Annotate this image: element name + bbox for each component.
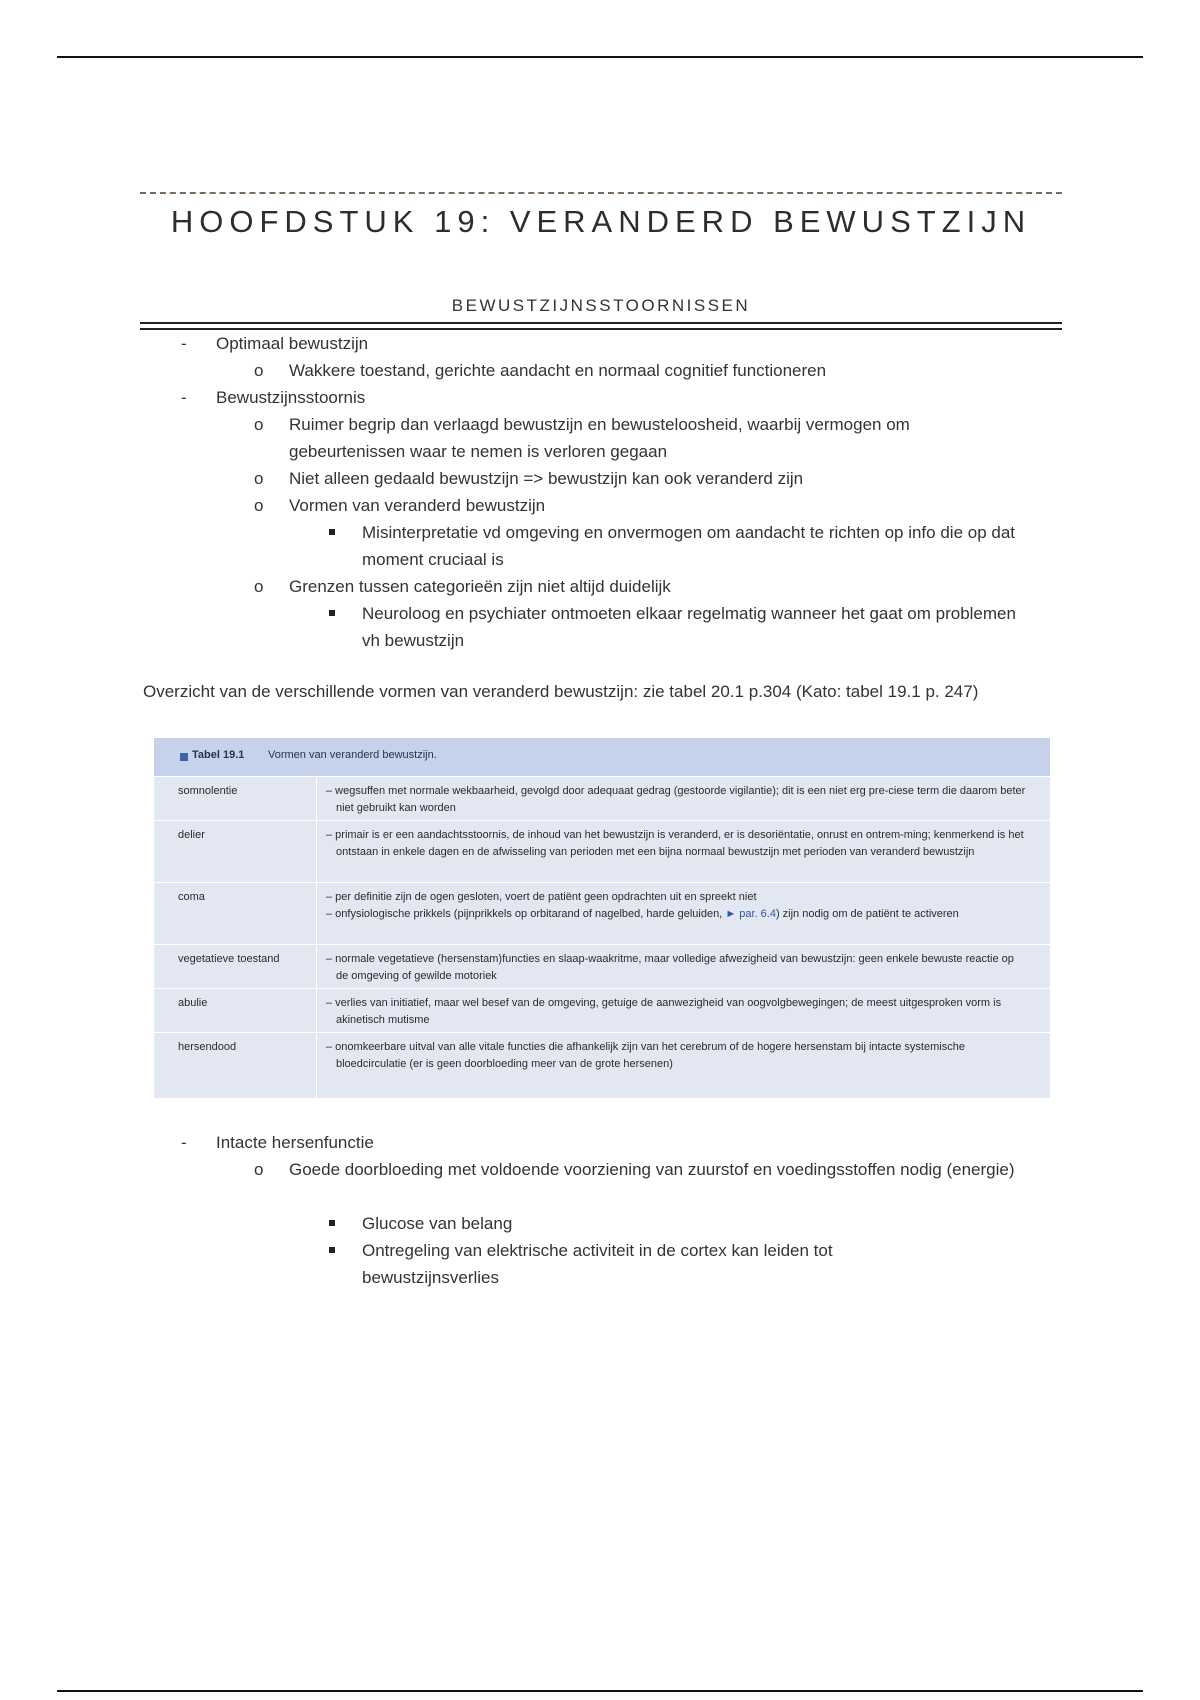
circle-bullet: o <box>254 496 264 515</box>
table-row <box>154 776 1050 821</box>
overview-paragraph: Overzicht van de verschillende vormen van veranderd bewustzijn: zie tabel 20.1 p.304 (Kato: tabel 19.1 p. 247) <box>143 682 979 701</box>
list-item-glucose: Glucose van belang <box>362 1214 513 1233</box>
table-description: – onomkeerbare uitval van alle vitale functies die afhankelijk zijn van het cerebrum of de hogere hersenstam bij intacte systemische bloedcirculatie (er is geen doorbloeding meer van de grote hersenen) <box>326 1041 965 1070</box>
chapter-title: HOOFDSTUK 19: VERANDERD BEWUSTZIJN <box>170 204 1032 239</box>
table-term: vegetatieve toestand <box>178 953 280 965</box>
table-term: abulie <box>178 997 208 1009</box>
circle-bullet: o <box>254 1160 264 1179</box>
square-bullet <box>329 1247 335 1253</box>
dash-bullet: - <box>181 1133 187 1152</box>
header-rule <box>57 56 1143 58</box>
table-row <box>154 944 1050 989</box>
circle-bullet: o <box>254 415 264 434</box>
table-number: Tabel 19.1 <box>192 749 245 761</box>
table-description: – wegsuffen met normale wekbaarheid, gevolgd door adequaat gedrag (gestoorde vigilantie); dit is een niet erg pre-ciese term die daarom beter niet gebruikt kan worden <box>326 785 1026 814</box>
list-item-wakkere: Wakkere toestand, gerichte aandacht en normaal cognitief functioneren <box>289 361 827 380</box>
table-term: delier <box>178 829 205 841</box>
table-term: hersendood <box>178 1041 237 1053</box>
dash-bullet: - <box>181 334 187 353</box>
list-item-optimaal: Optimaal bewustzijn <box>216 334 369 353</box>
list-item-niet-alleen: Niet alleen gedaald bewustzijn => bewustzijn kan ook veranderd zijn <box>289 469 804 488</box>
table-header <box>154 738 1050 776</box>
table-row <box>154 820 1050 883</box>
table-term: coma <box>178 891 205 903</box>
table-description: – verlies van initiatief, maar wel besef van de omgeving, getuige de aanwezigheid van oogvolgbewegingen; de meest uitgesproken vorm is akinetisch mutisme <box>326 997 1002 1026</box>
circle-bullet: o <box>254 577 264 596</box>
table-row <box>154 988 1050 1033</box>
square-bullet <box>329 610 335 616</box>
table-term: somnolentie <box>178 785 238 797</box>
table-description: – per definitie zijn de ogen gesloten, voert de patiënt geen opdrachten uit en spreekt niet – onfysiologische prikkels (pijnprikkels op orbitarand of nagelbed, harde geluiden, ► par. 6.4) zijn nodig om de patiënt te activeren <box>326 891 959 920</box>
footer-rule <box>57 1690 1143 1692</box>
section-title: BEWUSTZIJNSSTOORNISSEN <box>451 296 751 315</box>
circle-bullet: o <box>254 361 264 380</box>
table-19-1 <box>154 738 1050 1098</box>
table-row <box>154 1032 1050 1099</box>
list-item-ruimer-begrip: Ruimer begrip dan verlaagd bewustzijn en bewusteloosheid, waarbij vermogen om gebeurtenissen waar te nemen is verloren gegaan <box>289 415 910 461</box>
list-item-goede-doorbloeding: Goede doorbloeding met voldoende voorziening van zuurstof en voedingsstoffen nodig (energie) <box>289 1160 1015 1179</box>
table-body <box>154 776 1050 1098</box>
section-double-rule <box>140 322 1062 330</box>
table-marker-icon <box>180 753 188 761</box>
table-description: – normale vegetatieve (hersenstam)functies en slaap-waakritme, maar volledige afwezigheid van bewustzijn: geen enkele bewuste reactie op de omgeving of gewilde motoriek <box>326 953 1014 982</box>
list-item-intacte-hersenfunctie: Intacte hersenfunctie <box>216 1133 374 1152</box>
table-description: – primair is er een aandachtsstoornis, de inhoud van het bewustzijn is veranderd, er is desoriëntatie, onrust en ontrem-ming; kenmerkend is het ontstaan in enkele dagen en de afwisseling van perioden met een bijna normaal bewustzijn met perioden van veranderd bewustzijn <box>326 829 1024 858</box>
list-item-misinterpretatie: Misinterpretatie vd omgeving en onvermogen om aandacht te richten op info die op dat moment cruciaal is <box>362 523 1016 569</box>
square-bullet <box>329 529 335 535</box>
dash-bullet: - <box>181 388 187 407</box>
table-row <box>154 882 1050 945</box>
circle-bullet: o <box>254 469 264 488</box>
list-item-ontregeling: Ontregeling van elektrische activiteit in de cortex kan leiden tot bewustzijnsverlies <box>362 1241 833 1287</box>
table-caption: Vormen van veranderd bewustzijn. <box>268 749 437 761</box>
list-item-bewustzijnsstoornis: Bewustzijnsstoornis <box>216 388 366 407</box>
list-item-vormen: Vormen van veranderd bewustzijn <box>289 496 546 515</box>
chapter-heading-block <box>140 192 1062 240</box>
paragraph-reference-link[interactable]: ► par. 6.4 <box>725 908 776 920</box>
square-bullet <box>329 1220 335 1226</box>
list-item-neuroloog: Neuroloog en psychiater ontmoeten elkaar regelmatig wanneer het gaat om problemen vh bewustzijn <box>362 604 1016 650</box>
list-item-grenzen: Grenzen tussen categorieën zijn niet altijd duidelijk <box>289 577 671 596</box>
